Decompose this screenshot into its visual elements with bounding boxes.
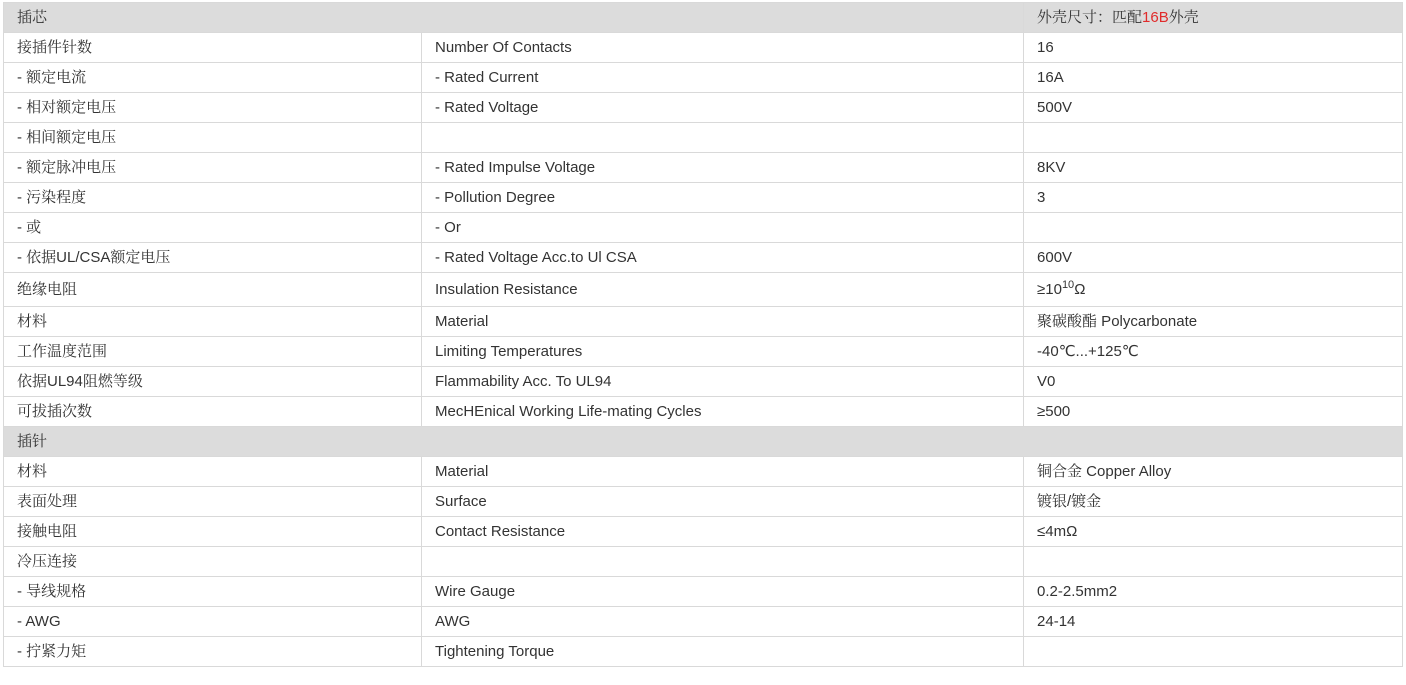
housing-size-highlight: 16B [1142, 9, 1169, 26]
param-name-cn: - 额定脉冲电压 [4, 153, 422, 183]
table-row [4, 517, 1403, 547]
param-name-en: AWG [422, 607, 1024, 637]
table-row [4, 367, 1403, 397]
table-row [4, 577, 1403, 607]
param-name-cn: 接插件针数 [4, 33, 422, 63]
param-name-cn: - 额定电流 [4, 63, 422, 93]
section-title-pin: 插针 [4, 427, 1403, 457]
param-name-en: MecHEnical Working Life-mating Cycles [422, 397, 1024, 427]
param-value: 24-14 [1024, 607, 1403, 637]
param-name-en: Flammability Acc. To UL94 [422, 367, 1024, 397]
table-row [4, 63, 1403, 93]
table-row [4, 487, 1403, 517]
param-name-cn: 材料 [4, 457, 422, 487]
param-name-cn: - 污染程度 [4, 183, 422, 213]
param-name-en: Material [422, 457, 1024, 487]
param-value: 聚碳酸酯 Polycarbonate [1024, 307, 1403, 337]
param-value: ≤4mΩ [1024, 517, 1403, 547]
param-name-en [422, 123, 1024, 153]
table-row [4, 183, 1403, 213]
param-value: 0.2-2.5mm2 [1024, 577, 1403, 607]
param-name-cn: 冷压连接 [4, 547, 422, 577]
table-row [4, 337, 1403, 367]
param-name-en: Surface [422, 487, 1024, 517]
param-name-en: Wire Gauge [422, 577, 1024, 607]
param-name-en: - Or [422, 213, 1024, 243]
table-row [4, 307, 1403, 337]
table-row [4, 637, 1403, 667]
section-title-core: 插芯 [4, 3, 1024, 33]
param-name-en: Tightening Torque [422, 637, 1024, 667]
param-value: 16A [1024, 63, 1403, 93]
param-name-en: Material [422, 307, 1024, 337]
param-value: 8KV [1024, 153, 1403, 183]
param-name-en: - Rated Current [422, 63, 1024, 93]
param-value [1024, 123, 1403, 153]
table-row [4, 547, 1403, 577]
param-name-en: - Rated Impulse Voltage [422, 153, 1024, 183]
param-value: 500V [1024, 93, 1403, 123]
param-name-cn: 材料 [4, 307, 422, 337]
table-row [4, 33, 1403, 63]
param-name-en: Insulation Resistance [422, 273, 1024, 307]
table-row [4, 153, 1403, 183]
insulation-value-unit: Ω [1074, 281, 1086, 298]
param-name-en: Contact Resistance [422, 517, 1024, 547]
param-name-cn: - 拧紧力矩 [4, 637, 422, 667]
param-name-en: - Rated Voltage Acc.to Ul CSA [422, 243, 1024, 273]
param-name-cn: 接触电阻 [4, 517, 422, 547]
param-value [1024, 547, 1403, 577]
table-row [4, 457, 1403, 487]
housing-note-prefix: 外壳尺寸：匹配 [1037, 9, 1143, 26]
param-name-en: - Rated Voltage [422, 93, 1024, 123]
param-value [1024, 637, 1403, 667]
param-name-cn: - 相间额定电压 [4, 123, 422, 153]
table-row [4, 243, 1403, 273]
insulation-value-base: ≥10 [1037, 281, 1062, 298]
param-value [1024, 273, 1403, 307]
param-name-cn: 绝缘电阻 [4, 273, 422, 307]
param-name-en: Number Of Contacts [422, 33, 1024, 63]
param-name-cn: - 导线规格 [4, 577, 422, 607]
table-row [4, 93, 1403, 123]
table-row [4, 123, 1403, 153]
param-name-cn: 工作温度范围 [4, 337, 422, 367]
param-value: 3 [1024, 183, 1403, 213]
param-name-en: Limiting Temperatures [422, 337, 1024, 367]
param-name-cn: 表面处理 [4, 487, 422, 517]
param-name-cn: - 依据UL/CSA额定电压 [4, 243, 422, 273]
table-row [4, 397, 1403, 427]
param-value [1024, 213, 1403, 243]
section-header-pin [4, 427, 1403, 457]
param-value: 16 [1024, 33, 1403, 63]
housing-size-note [1024, 3, 1403, 33]
param-name-en: - Pollution Degree [422, 183, 1024, 213]
table-row-insulation [4, 273, 1403, 307]
table-row [4, 213, 1403, 243]
section-header-core [4, 3, 1403, 33]
param-value: -40℃...+125℃ [1024, 337, 1403, 367]
spec-table-body [4, 3, 1403, 667]
insulation-value-exponent: 10 [1061, 279, 1075, 291]
param-name-cn: 依据UL94阻燃等级 [4, 367, 422, 397]
param-value: 铜合金 Copper Alloy [1024, 457, 1403, 487]
table-row [4, 607, 1403, 637]
param-name-cn: - AWG [4, 607, 422, 637]
param-value: V0 [1024, 367, 1403, 397]
param-value: 600V [1024, 243, 1403, 273]
param-name-cn: - 或 [4, 213, 422, 243]
param-value: ≥500 [1024, 397, 1403, 427]
param-name-cn: - 相对额定电压 [4, 93, 422, 123]
housing-note-suffix: 外壳 [1168, 9, 1199, 26]
param-name-cn: 可拔插次数 [4, 397, 422, 427]
param-value: 镀银/镀金 [1024, 487, 1403, 517]
param-name-en [422, 547, 1024, 577]
spec-table [3, 2, 1403, 667]
